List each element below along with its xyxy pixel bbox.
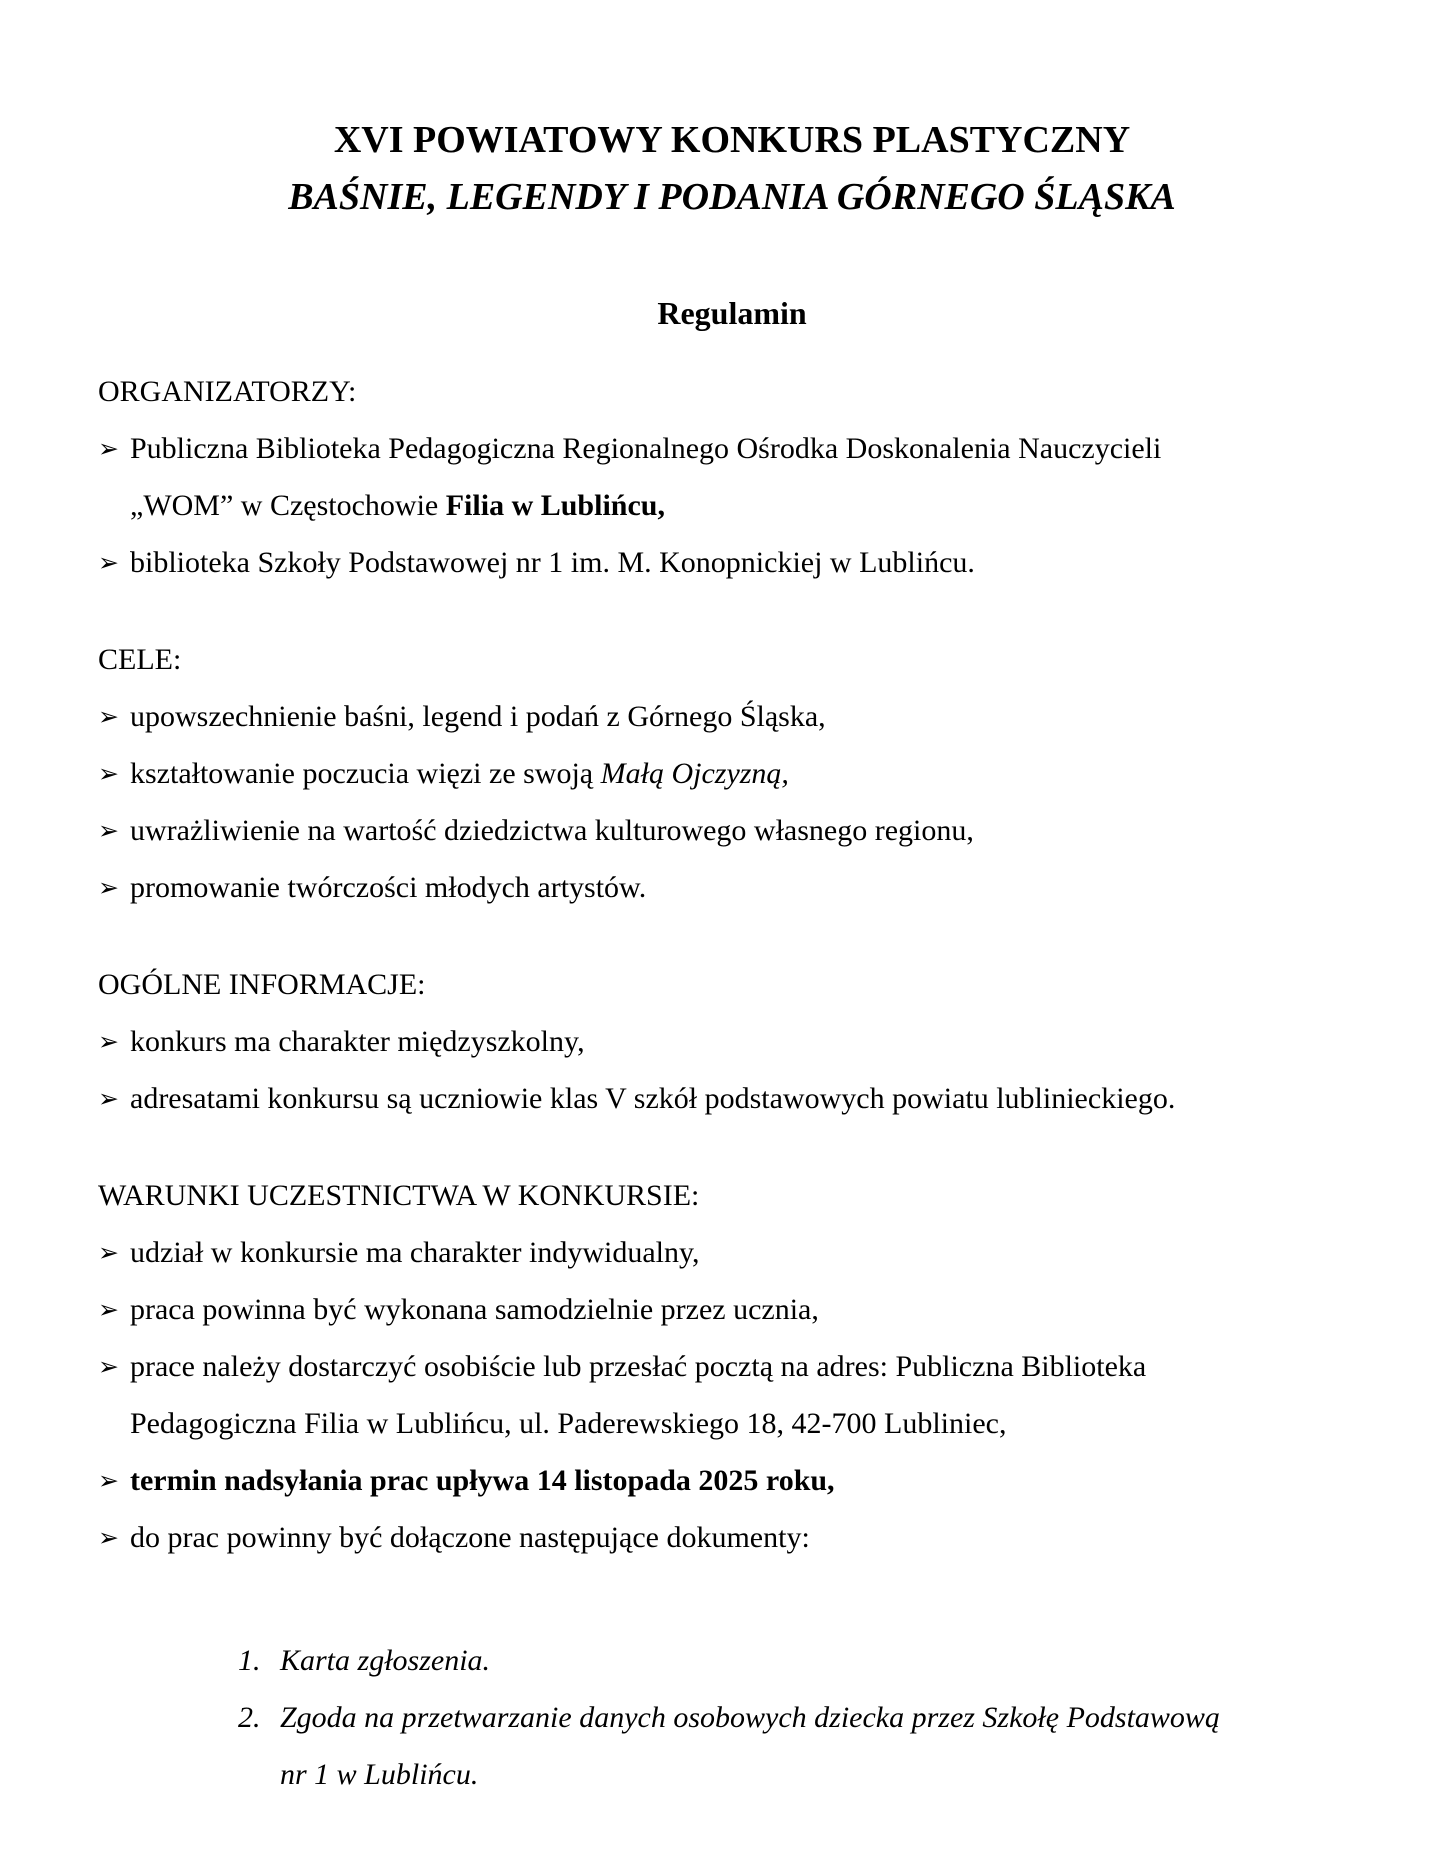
text-run-italic: Karta zgłoszenia. [280, 1644, 491, 1677]
bullet-item [98, 1224, 1366, 1281]
text-run: praca powinna być wykonana samodzielnie przez ucznia, [130, 1293, 819, 1326]
text-run: prace należy dostarczyć osobiście lub przesłać pocztą na adres: Publiczna Biblioteka [130, 1350, 1147, 1383]
bullet-item [98, 534, 1366, 591]
attachments-list [238, 1632, 1366, 1803]
bullet-text [130, 534, 1366, 591]
arrow-bullet-icon: ➢ [98, 434, 119, 463]
text-run: kształtowanie poczucia więzi ze swoją [130, 757, 601, 790]
section-heading: OGÓLNE INFORMACJE: [98, 968, 426, 1001]
text-run: „WOM” w Częstochowie [130, 489, 446, 522]
arrow-bullet-icon: ➢ [98, 1027, 119, 1056]
bullet-item [98, 688, 1366, 745]
bullet-item [98, 859, 1366, 916]
bullet-text [130, 1224, 1366, 1281]
arrow-bullet-icon: ➢ [98, 1295, 119, 1324]
text-run: udział w konkursie ma charakter indywidualny, [130, 1236, 700, 1269]
arrow-bullet-icon: ➢ [98, 1466, 119, 1495]
text-run: Publiczna Biblioteka Pedagogiczna Regionalnego Ośrodka Doskonalenia Nauczycieli [130, 432, 1162, 465]
bullet-item [98, 1338, 1366, 1452]
item-text [280, 1632, 1366, 1689]
bullet-text [130, 1070, 1366, 1127]
text-run-italic: Zgoda na przetwarzanie danych osobowych dziecka przez Szkołę Podstawową [280, 1701, 1220, 1734]
title-line-2: BAŚNIE, LEGENDY I PODANIA GÓRNEGO ŚLĄSKA [288, 176, 1176, 218]
bullet-item [98, 1452, 1366, 1509]
arrow-bullet-icon: ➢ [98, 1523, 119, 1552]
bullet-item [98, 1070, 1366, 1127]
section-cele [98, 631, 1366, 916]
arrow-bullet-icon: ➢ [98, 759, 119, 788]
bullet-text [130, 420, 1366, 534]
document-title [98, 112, 1366, 226]
text-run: uwrażliwienie na wartość dziedzictwa kulturowego własnego regionu, [130, 814, 974, 847]
item-text [280, 1689, 1366, 1803]
numbered-item [238, 1632, 1366, 1689]
section-heading: ORGANIZATORZY: [98, 375, 357, 408]
arrow-bullet-icon: ➢ [98, 1352, 119, 1381]
bullet-text [130, 745, 1366, 802]
text-run: do prac powinny być dołączone następujące dokumenty: [130, 1521, 810, 1554]
text-run: biblioteka Szkoły Podstawowej nr 1 im. M. Konopnickiej w Lublińcu. [130, 546, 975, 579]
bullet-text [130, 688, 1366, 745]
arrow-bullet-icon: ➢ [98, 1238, 119, 1267]
title-line-1: XVI POWIATOWY KONKURS PLASTYCZNY [333, 119, 1131, 161]
section-organizatorzy [98, 363, 1366, 591]
section-heading: CELE: [98, 643, 182, 676]
bullet-item [98, 420, 1366, 534]
bullet-text [130, 1013, 1366, 1070]
bullet-text [130, 1338, 1366, 1452]
bullet-text [130, 1281, 1366, 1338]
section-warunki-uczestnictwa [98, 1167, 1366, 1566]
bullet-item [98, 802, 1366, 859]
arrow-bullet-icon: ➢ [98, 548, 119, 577]
bullet-text [130, 859, 1366, 916]
bullet-item [98, 1013, 1366, 1070]
text-run: Pedagogiczna Filia w Lublińcu, ul. Paderewskiego 18, 42-700 Lubliniec, [130, 1407, 1007, 1440]
text-run-italic: Małą Ojczyzną, [600, 757, 789, 790]
bullet-item [98, 1509, 1366, 1566]
bullet-text [130, 802, 1366, 859]
text-run-italic: nr 1 w Lublińcu. [280, 1758, 479, 1791]
arrow-bullet-icon: ➢ [98, 873, 119, 902]
arrow-bullet-icon: ➢ [98, 1084, 119, 1113]
subtitle-regulamin: Regulamin [657, 295, 807, 331]
section-ogolne-informacje [98, 956, 1366, 1127]
text-run: upowszechnienie baśni, legend i podań z Górnego Śląska, [130, 700, 826, 733]
arrow-bullet-icon: ➢ [98, 816, 119, 845]
item-number: 2. [238, 1701, 261, 1734]
text-run: promowanie twórczości młodych artystów. [130, 871, 647, 904]
text-run-bold: termin nadsyłania prac upływa 14 listopada 2025 roku, [130, 1464, 835, 1497]
item-number: 1. [238, 1644, 261, 1677]
text-run: adresatami konkursu są uczniowie klas V szkół podstawowych powiatu lublinieckiego. [130, 1082, 1176, 1115]
text-run-bold: Filia w Lublińcu, [445, 489, 665, 522]
section-heading: WARUNKI UCZESTNICTWA W KONKURSIE: [98, 1179, 700, 1212]
numbered-item [238, 1689, 1366, 1803]
text-run: konkurs ma charakter międzyszkolny, [130, 1025, 585, 1058]
arrow-bullet-icon: ➢ [98, 702, 119, 731]
bullet-text [130, 1509, 1366, 1566]
bullet-item [98, 1281, 1366, 1338]
bullet-item [98, 745, 1366, 802]
bullet-text [130, 1452, 1366, 1509]
